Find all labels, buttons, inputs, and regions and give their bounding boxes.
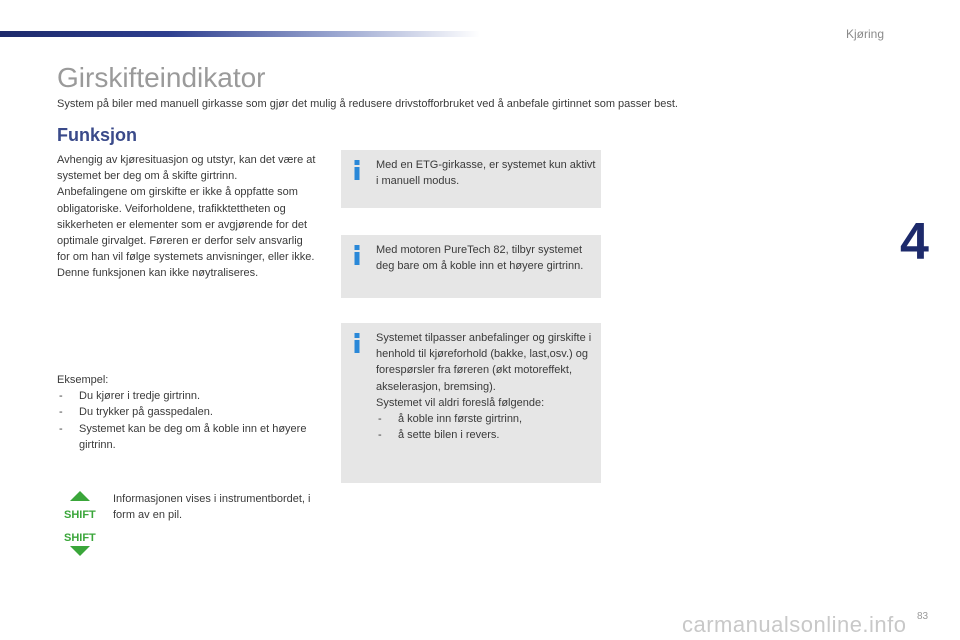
info-icon: [351, 333, 363, 353]
info-text: Med motoren PureTech 82, tilbyr systemet deg bare om å koble inn et høyere girtrinn.: [376, 244, 584, 273]
example-heading: Eksempel:: [57, 374, 109, 386]
header-gradient-bar: [0, 31, 480, 37]
list-item: - Du trykker på gasspedalen.: [57, 404, 317, 420]
info-text: Systemet vil aldri foreslå følgende:: [376, 396, 545, 409]
body-text: [57, 152, 317, 282]
shift-down-arrow-icon: [70, 546, 90, 556]
example-list: [57, 388, 317, 453]
shift-indicator: [62, 488, 102, 560]
body-paragraph: Denne funksjonen kan ikke nøytraliseres.: [57, 267, 259, 280]
info-text: Med en ETG-girkasse, er systemet kun aktivt i manuell modus.: [376, 159, 596, 188]
body-paragraph: Anbefalingene om girskifte er ikke å oppfatte som obligatoriske. Veiforholdene, trafikktettheten og sikkerheten er elementer som er avgjørende for det optimale girvalget. Føreren er derfor selv ansvarlig for om han vil følge systemets anvisninger, eller ikke.: [57, 186, 315, 264]
info-box: [341, 150, 601, 208]
list-item: - Du kjører i tredje girtrinn.: [57, 388, 317, 404]
shift-icons: [62, 488, 102, 560]
info-icon: [351, 245, 363, 265]
info-text: Systemet tilpasser anbefalinger og girskifte i henhold til kjøreforhold (bakke, last,osv.) og forespørsler fra føreren (økt motoreffekt, akselerasjon, bremsing).: [376, 332, 592, 393]
shift-up-label: SHIFT: [64, 509, 96, 521]
info-icon: [351, 160, 363, 180]
list-item: - å sette bilen i revers.: [376, 427, 596, 443]
page-subtitle: System på biler med manuell girkasse som gjør det mulig å redusere drivstofforbruket ved å anbefale girtinnet som passer best.: [57, 98, 678, 110]
watermark: carmanualsonline.info: [682, 612, 907, 637]
body-paragraph: Avhengig av kjøresituasjon og utstyr, kan det være at systemet ber deg om å skifte girtrinn.: [57, 154, 316, 183]
chapter-number: 4: [900, 213, 929, 271]
info-list: [376, 411, 596, 443]
chapter-label: Kjøring: [845, 27, 884, 41]
list-item: - Systemet kan be deg om å koble inn et høyere girtrinn.: [57, 421, 317, 453]
page-title: Girskifteindikator: [57, 62, 266, 93]
list-item: - å koble inn første girtrinn,: [376, 411, 596, 427]
section-heading: Funksjon: [57, 125, 137, 145]
info-box: [341, 235, 601, 298]
info-box: [341, 323, 601, 483]
example-block: [57, 372, 317, 453]
shift-up-arrow-icon: [70, 491, 90, 501]
shift-caption: Informasjonen vises i instrumentbordet, i form av en pil.: [113, 493, 311, 522]
shift-down-label: SHIFT: [64, 532, 96, 544]
page-number: 83: [917, 611, 929, 622]
